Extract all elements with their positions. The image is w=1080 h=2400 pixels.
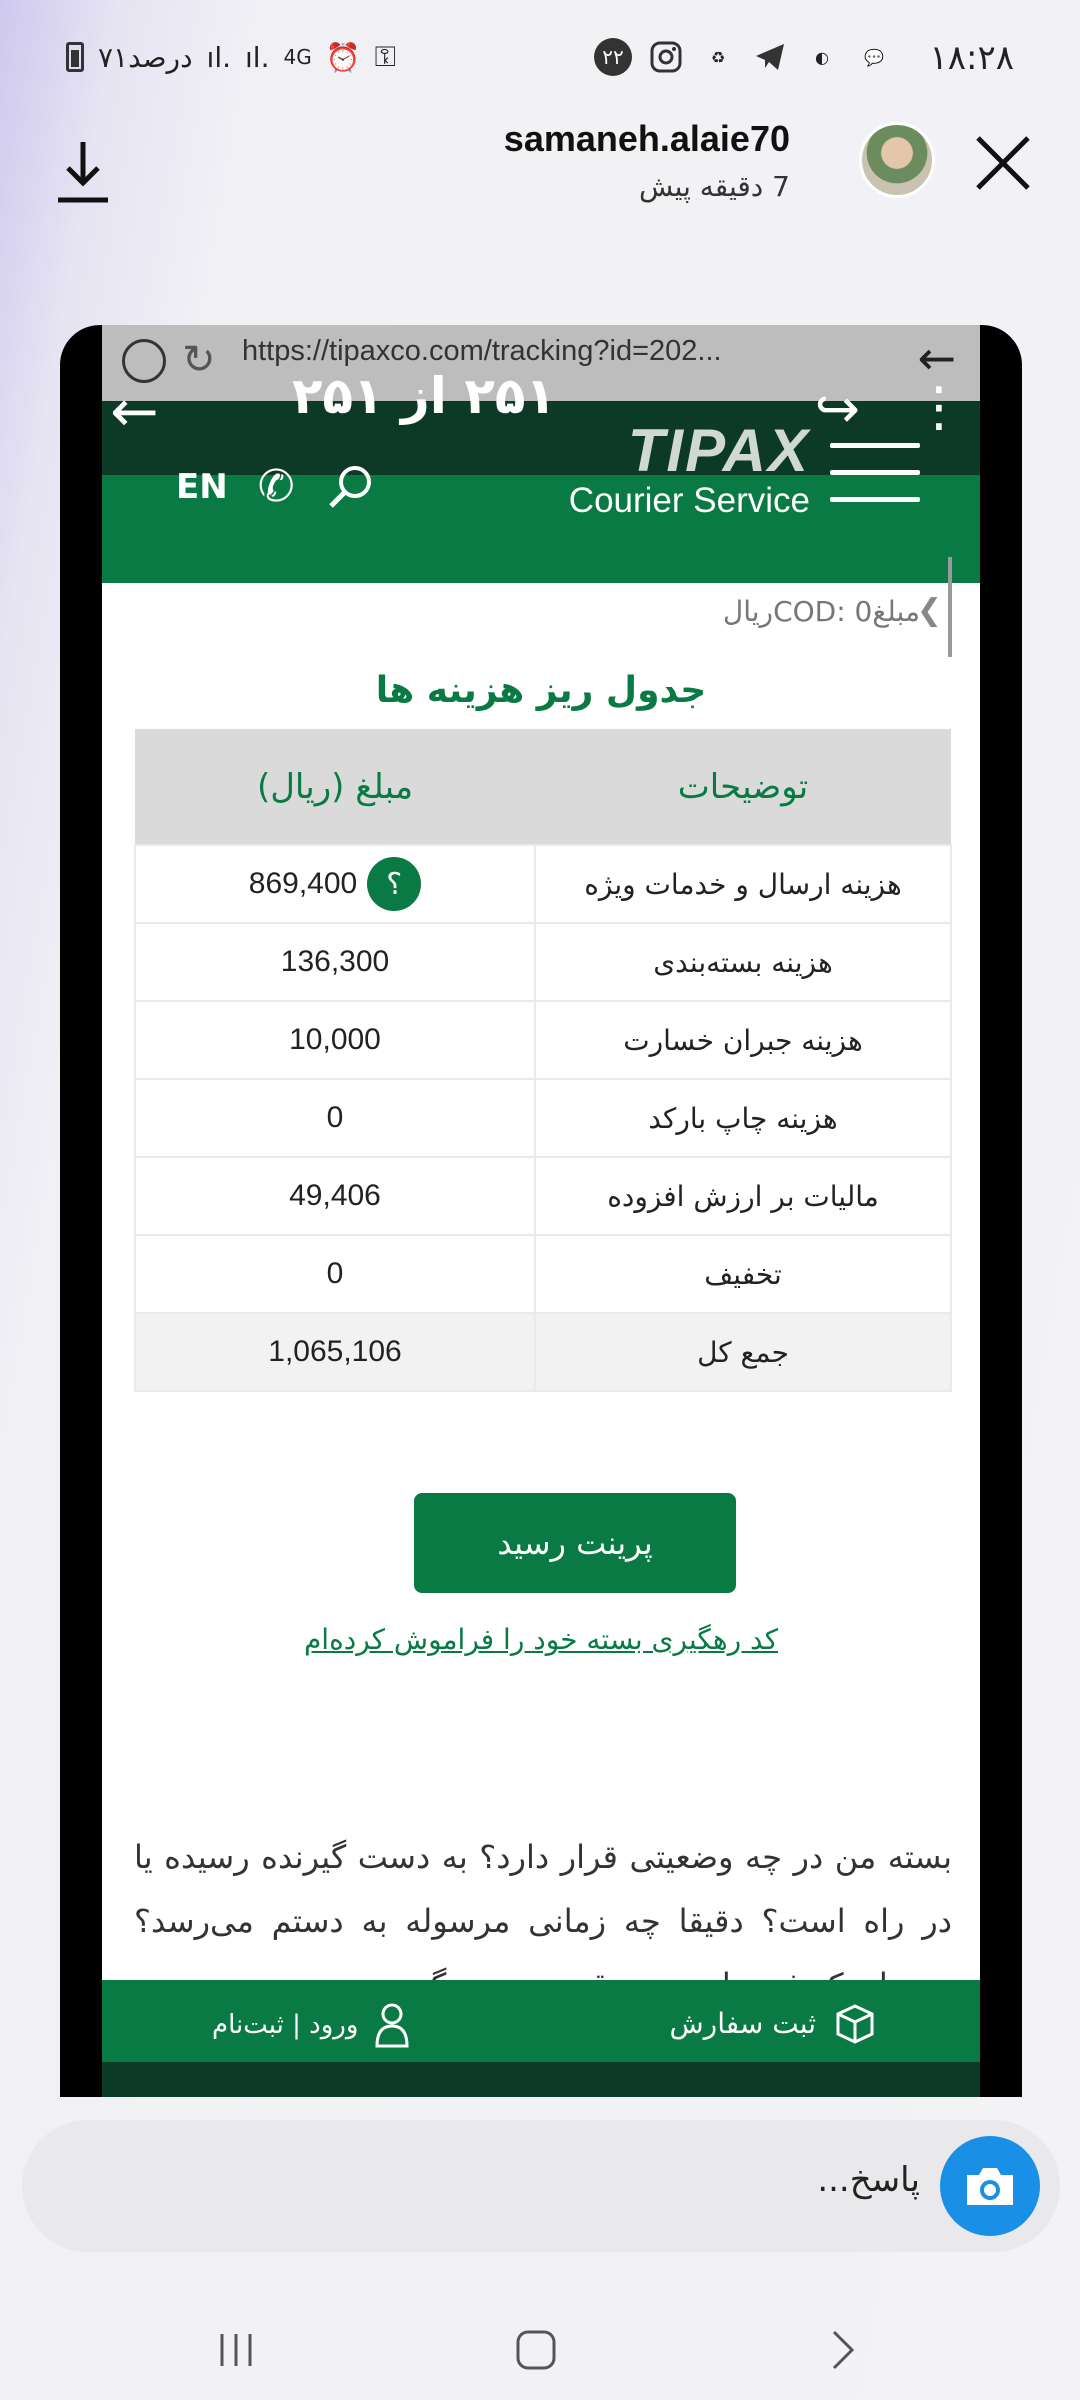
header-description: توضیحات xyxy=(535,729,951,845)
row-amount: 49,406 xyxy=(135,1157,535,1235)
row-description: هزینه چاپ بارکد xyxy=(535,1079,951,1157)
total-amount: 1,065,106 xyxy=(135,1313,535,1391)
chat-icon: 💬 xyxy=(864,47,884,67)
download-icon[interactable] xyxy=(48,130,118,210)
print-receipt-button[interactable]: پرینت رسید xyxy=(414,1493,736,1593)
logo-subtitle: Courier Service xyxy=(568,481,810,520)
table-title: جدول ریز هزینه ها xyxy=(375,670,707,711)
system-nav-bar xyxy=(0,2300,1080,2400)
cod-divider xyxy=(948,557,952,657)
faq-text: بسته من در چه وضعیتی قرار دارد؟ به دست گیرنده رسیده یا در راه است؟ دقیقا چه زمانی مرسوله به دستم می‌رسد؟ xyxy=(134,1838,952,1940)
row-description: هزینه جبران خسارت xyxy=(535,1001,951,1079)
key-icon: ⚿ xyxy=(374,40,396,73)
back-arrow-icon: ← xyxy=(917,331,956,385)
menu-icon[interactable] xyxy=(830,443,920,513)
alarm-icon: ⏰ xyxy=(325,40,361,74)
table-total-row xyxy=(135,1313,951,1391)
signal-icon-2: ıl. xyxy=(245,40,270,74)
row-amount: 0 xyxy=(135,1079,535,1157)
home-icon[interactable] xyxy=(514,2328,558,2372)
table-row xyxy=(135,923,951,1001)
nav-login[interactable] xyxy=(212,2000,412,2050)
close-icon[interactable] xyxy=(972,132,1034,194)
more-icon: ⋮ xyxy=(912,375,966,438)
forgot-tracking-link[interactable]: کد رهگیری بسته خود را فراموش کرده‌ام xyxy=(303,1623,779,1656)
header-tools xyxy=(176,461,375,512)
notification-icons xyxy=(594,38,892,76)
logo[interactable] xyxy=(568,417,810,521)
row-description: هزینه ارسال و خدمات ویژه xyxy=(535,845,951,923)
row-description: تخفیف xyxy=(535,1235,951,1313)
row-amount: 136,300 xyxy=(135,923,535,1001)
page-counter: ۲۵۱ از ۲۵۱ xyxy=(292,367,556,425)
row-description: مالیات بر ارزش افزوده xyxy=(535,1157,951,1235)
reply-input[interactable]: پاسخ... xyxy=(817,2160,920,2200)
status-left-group xyxy=(66,40,396,74)
url-text: https://tipaxco.com/tracking?id=202... xyxy=(242,335,722,367)
network-type: 4G xyxy=(283,45,312,69)
notification-count-badge: ۲۲ xyxy=(594,38,632,76)
status-bar xyxy=(0,0,1080,120)
recycle-icon: ♻ xyxy=(710,47,726,67)
logo-text: TIPAX xyxy=(627,417,810,484)
status-time: ۱۸:۲۸ xyxy=(929,38,1014,78)
signal-icon: ıl. xyxy=(206,40,232,74)
instagram-icon xyxy=(648,39,684,75)
table-row xyxy=(135,845,951,923)
row-amount: 869,400 xyxy=(248,867,358,900)
share-icon: ↪ xyxy=(814,377,860,440)
story-time-ago: 7 دقیقه پیش xyxy=(638,170,790,203)
story-header xyxy=(0,110,1080,220)
reload-icon: ↻ xyxy=(182,337,216,383)
nav-order[interactable] xyxy=(670,2000,881,2046)
cost-table xyxy=(134,729,952,1392)
cod-amount: مبلغCOD: 0ریال xyxy=(722,595,920,628)
table-header-row xyxy=(135,729,951,845)
box-icon xyxy=(830,2000,880,2046)
chevron-icon: ❮ xyxy=(916,593,942,628)
phone-icon[interactable]: ✆ xyxy=(257,461,295,512)
user-icon xyxy=(372,2000,412,2050)
recent-apps-icon[interactable] xyxy=(214,2330,258,2370)
back-icon[interactable] xyxy=(820,2328,864,2372)
telegram-icon xyxy=(752,39,788,75)
story-content-frame xyxy=(60,325,1022,2097)
table-row xyxy=(135,1235,951,1313)
screenshot-screen xyxy=(102,325,980,2097)
story-username[interactable]: samaneh.alaie70 xyxy=(503,118,790,159)
table-row xyxy=(135,1079,951,1157)
app-icon: ◐ xyxy=(815,47,829,67)
nav-login-label: ورود | ثبت‌نام xyxy=(212,2010,359,2040)
battery-text: ۷۱درصد xyxy=(98,40,193,74)
reply-bar[interactable] xyxy=(22,2120,1060,2252)
avatar[interactable] xyxy=(859,122,935,198)
row-amount: 0 xyxy=(135,1235,535,1313)
nav-order-label: ثبت سفارش xyxy=(669,2006,816,2040)
row-description: هزینه بسته‌بندی xyxy=(535,923,951,1001)
help-icon[interactable]: ؟ xyxy=(367,857,421,911)
header-amount: مبلغ (ریال) xyxy=(135,729,535,845)
row-amount: 10,000 xyxy=(135,1001,535,1079)
table-row xyxy=(135,1157,951,1235)
total-label: جمع کل xyxy=(535,1313,951,1391)
search-icon[interactable] xyxy=(325,462,375,512)
battery-icon xyxy=(66,42,84,72)
row-amount-cell xyxy=(135,845,535,923)
lang-toggle[interactable]: EN xyxy=(176,466,228,507)
camera-icon xyxy=(963,2163,1017,2209)
bottom-strip xyxy=(102,2062,980,2097)
table-row xyxy=(135,1001,951,1079)
camera-button[interactable] xyxy=(940,2136,1040,2236)
gallery-back-icon: ← xyxy=(110,377,159,445)
